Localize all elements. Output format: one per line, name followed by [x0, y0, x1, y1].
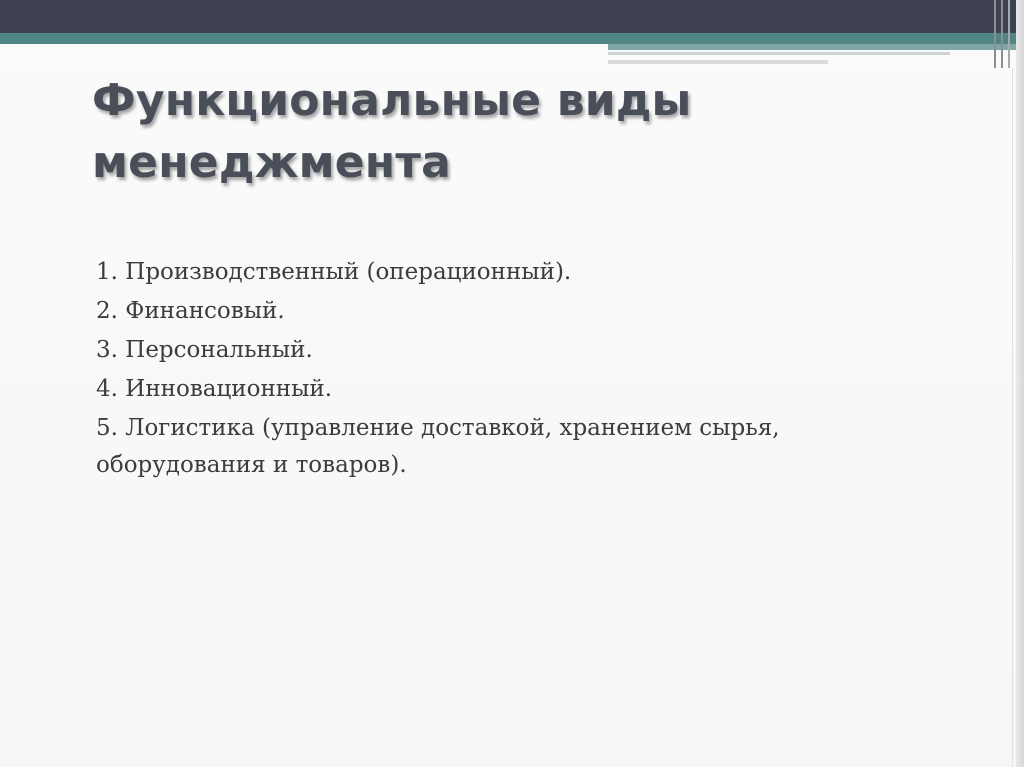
header-band-teal [0, 33, 1024, 44]
list-item: 4. Инновационный. [96, 376, 333, 402]
header-divider-3 [1008, 0, 1010, 68]
content-list [96, 254, 916, 486]
header-rule-2 [608, 60, 828, 64]
header-band-accent [608, 44, 1024, 50]
list-item: 5. Логистика (управление доставкой, хранением сырья, оборудования и товаров). [96, 415, 780, 478]
header-rule-1 [608, 52, 950, 55]
header-divider-2 [1001, 0, 1003, 68]
slide-title [92, 70, 912, 194]
right-edge-shadow [1016, 0, 1024, 767]
header-divider-1 [994, 0, 996, 68]
list-item: 3. Персональный. [96, 337, 313, 363]
list-item: 2. Финансовый. [96, 298, 285, 324]
slide-title-line-2: менеджмента [92, 137, 451, 188]
slide-title-line-1: Функциональные виды [92, 75, 692, 126]
right-edge-line [1012, 68, 1013, 767]
list-item: 1. Производственный (операционный). [96, 259, 572, 285]
header-band-dark [0, 0, 1024, 33]
